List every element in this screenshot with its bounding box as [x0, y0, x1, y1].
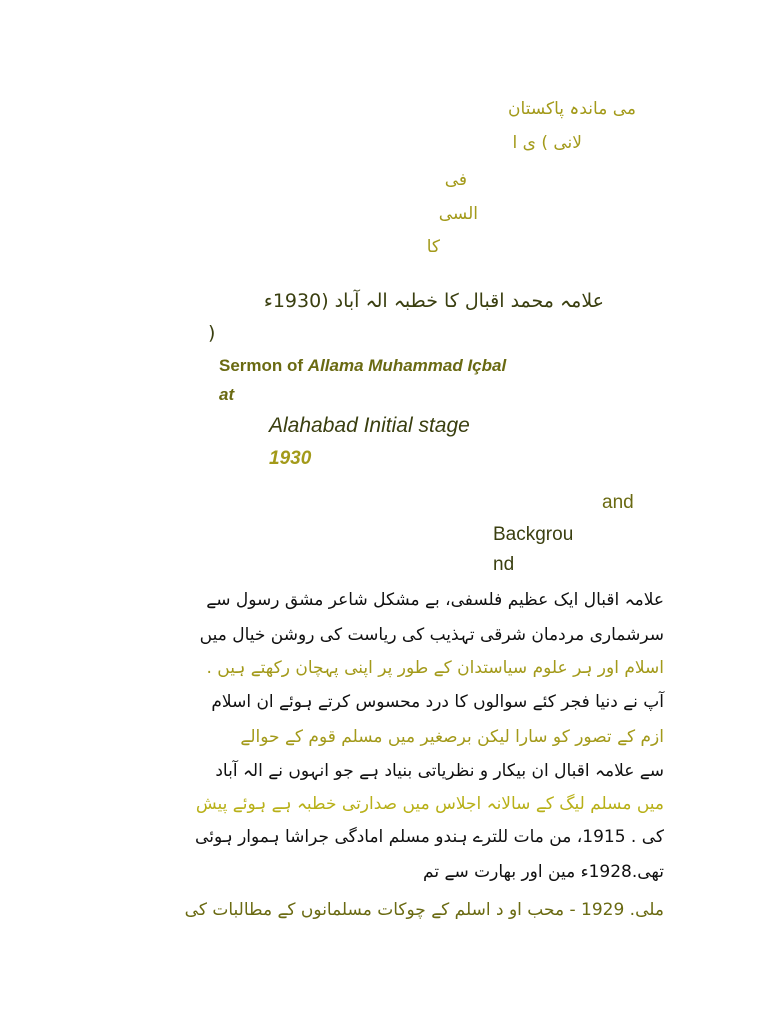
heading-at-text: at: [219, 385, 235, 404]
heading-alahabad-text: Alahabad: [269, 414, 364, 437]
heading-sermon-text: Sermon of: [219, 356, 308, 375]
body-line-4: آپ نے دنیا فجر کئے سوالوں کا درد محسوس کرتے ہوئے ان اسلام: [211, 692, 664, 712]
top-line-3: فی: [444, 170, 467, 190]
english-heading-line-1: [219, 356, 506, 376]
body-line-8: کی . 1915، من مات للترے ہندو مسلم امادگی جراشا ہموار ہوئی: [195, 827, 664, 847]
heading-year-text: 1930: [269, 448, 312, 469]
body-line-7: میں مسلم لیگ کے سالانہ اجلاس میں صدارتی خطبہ ہے ہوئے پیش: [195, 794, 664, 814]
heading-backgrou-text: Backgrou: [493, 524, 574, 545]
top-line-2: لانی ) ی ا: [512, 133, 582, 153]
body-line-5: ازم کے تصور کو سارا لیکن برصغیر میں مسلم قوم کے حوالے: [240, 727, 664, 747]
heading-initial-text: Initial stage: [363, 414, 470, 437]
body-line-10: ملی. 1929 - محب او د اسلم کے چوکات مسلمانوں کے مطالبات کی: [184, 900, 664, 920]
heading-and-text: and: [602, 492, 634, 513]
top-line-1: [508, 98, 636, 119]
top-line-4: السی: [438, 204, 478, 224]
top-line-1-text: می ماندہ پاکستان: [508, 99, 636, 119]
urdu-title: علامہ محمد اقبال کا خطبہ الہ آباد (1930ء: [263, 290, 604, 312]
english-heading-line-2: [269, 414, 470, 438]
urdu-title-paren: ): [208, 322, 216, 344]
body-line-2: سرشماری مردمان شرقی تہذیب کی ریاست کی روشن خیال میں: [199, 625, 664, 645]
body-line-1: علامہ اقبال ایک عظیم فلسفی، بے مشکل شاعر مشق رسول سے: [206, 590, 664, 610]
body-line-6: سے علامہ اقبال ان بیکار و نظریاتی بنیاد ہے جو انہوں نے الہ آباد: [215, 761, 664, 781]
heading-name-text: Allama Muhammad Içbal: [307, 356, 507, 375]
body-line-3: اسلام اور ہر علوم سیاستدان کے طور پر اپنی پہچان رکھتے ہیں .: [206, 658, 664, 678]
body-line-9: تھی.1928ء مین اور بھارت سے تم: [423, 862, 664, 882]
top-line-5: کا: [426, 237, 440, 257]
heading-nd-text: nd: [493, 554, 515, 575]
